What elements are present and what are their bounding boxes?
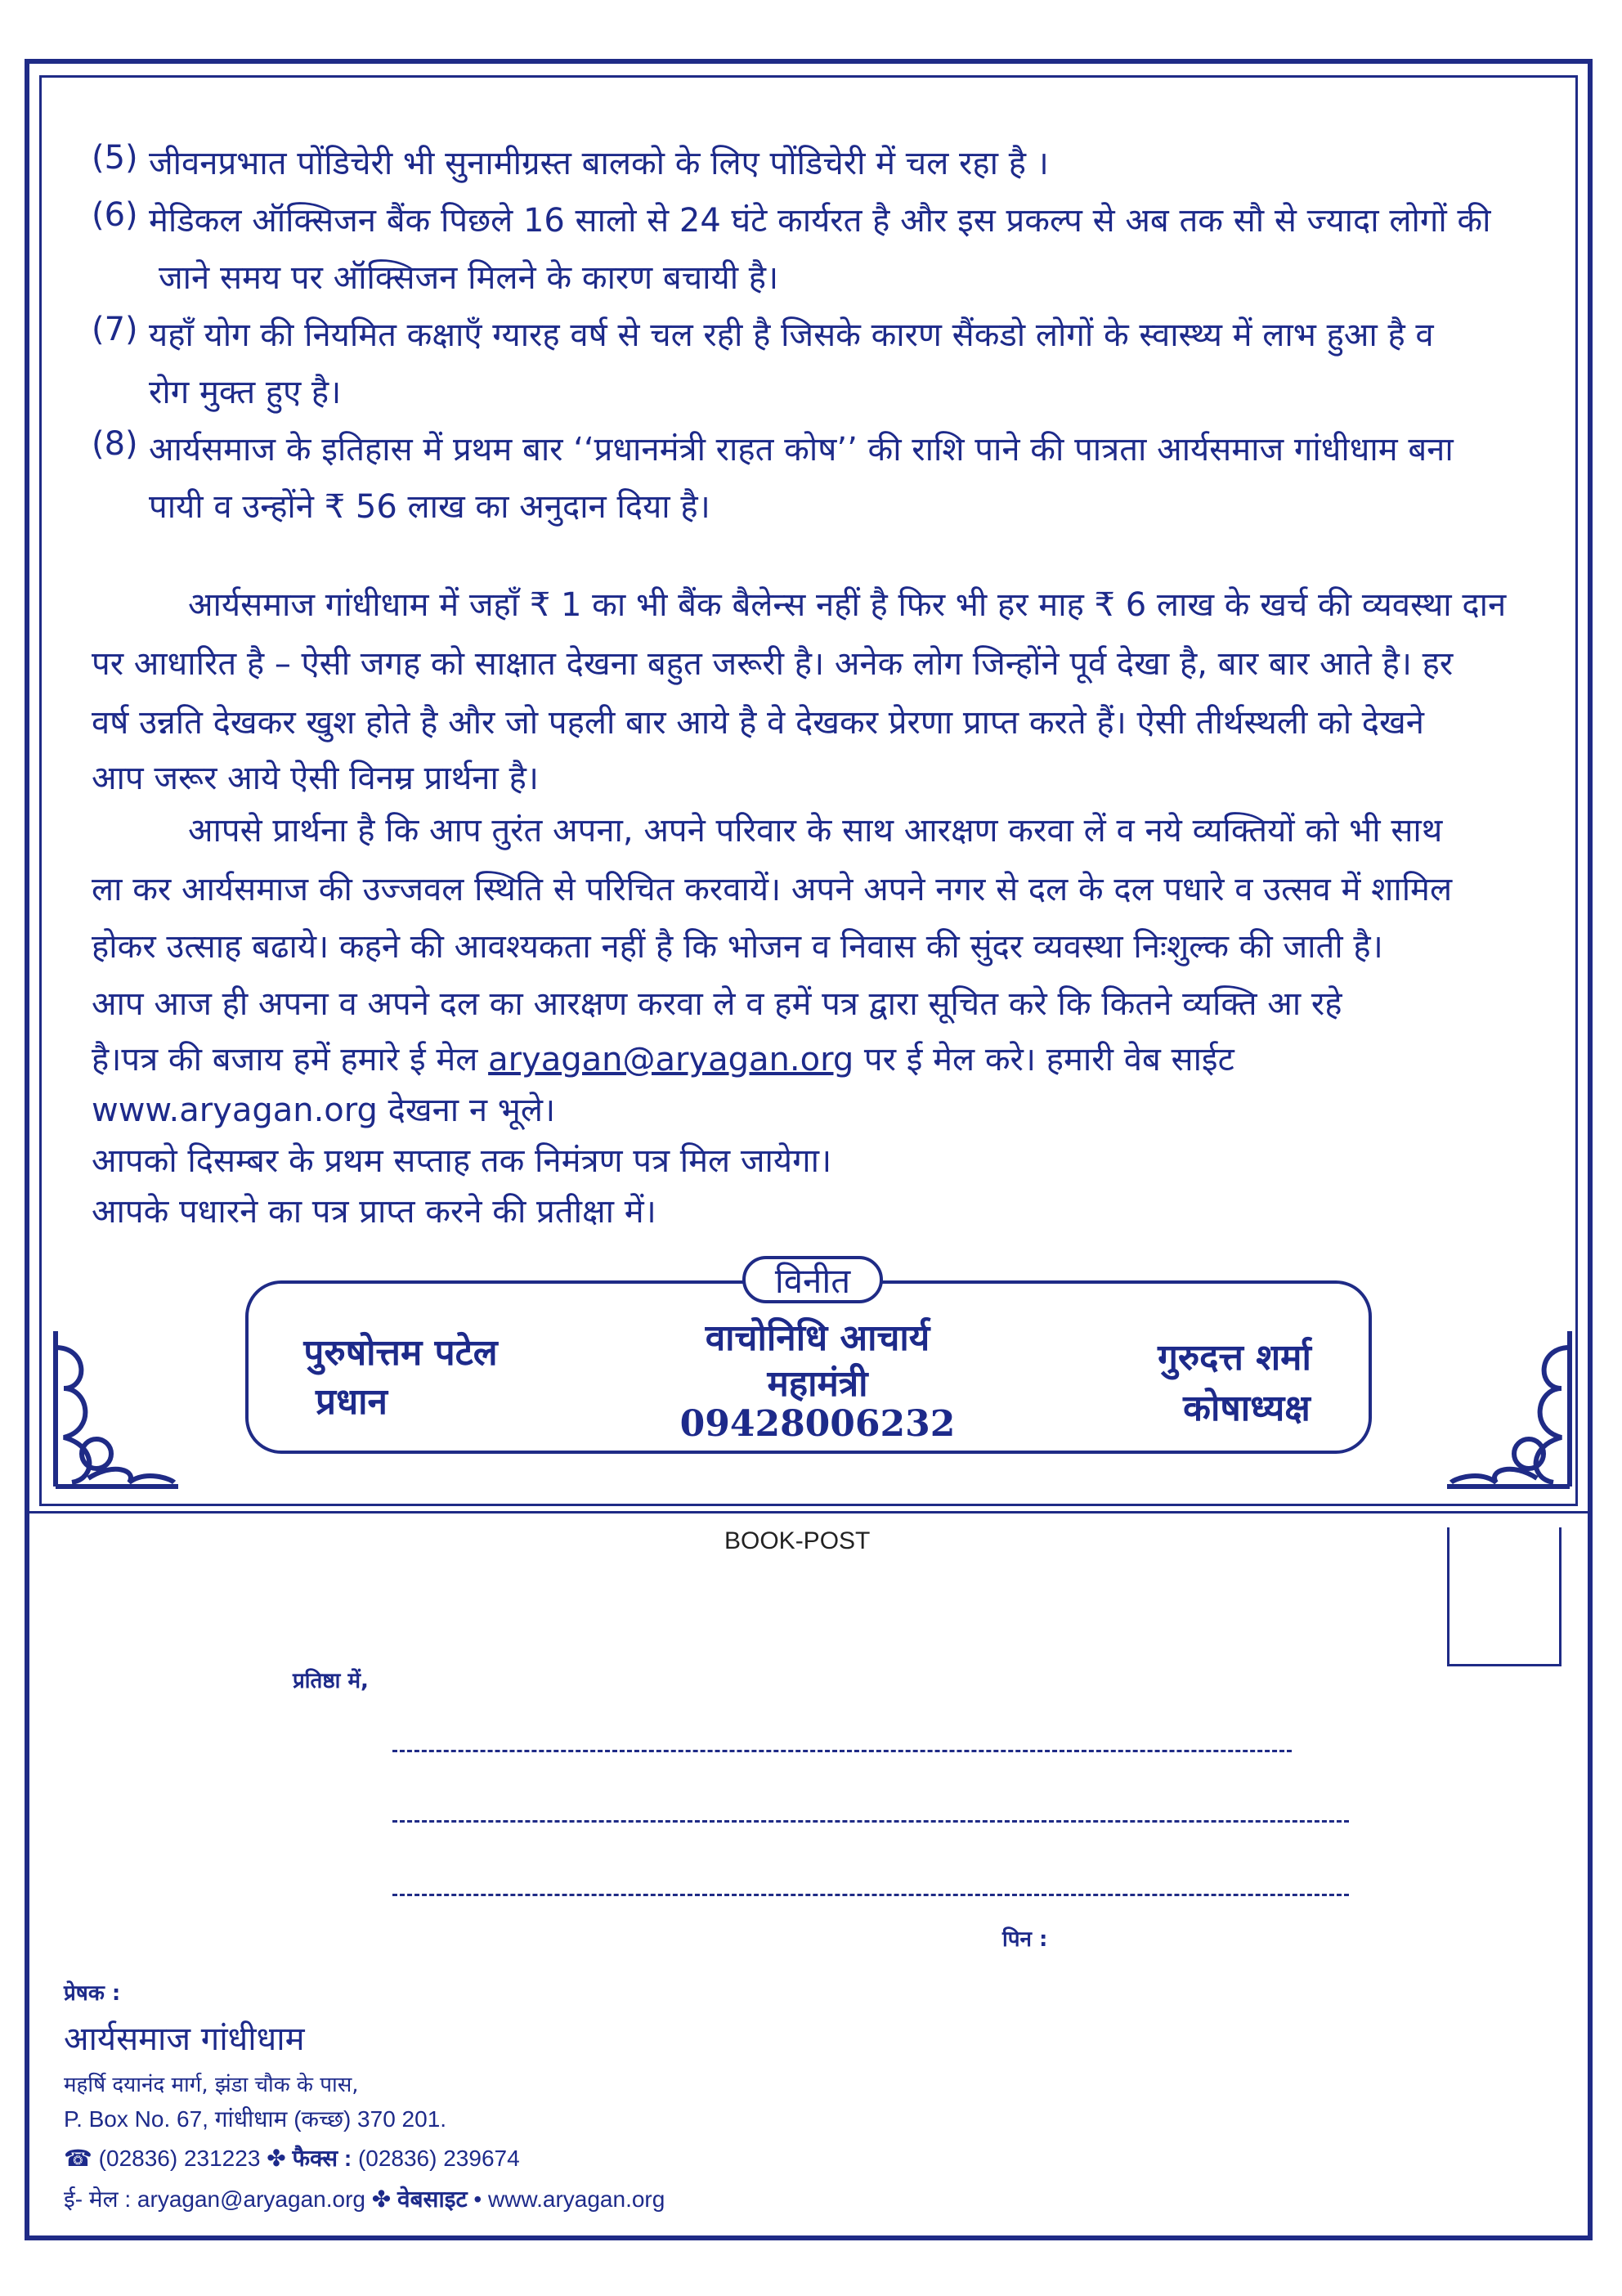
address-line[interactable] — [392, 1750, 1292, 1752]
closing-line: आपको दिसम्बर के प्रथम सप्ताह तक निमंत्रण पत्र मिल जायेगा। — [92, 1142, 832, 1180]
book-post-label: BOOK-POST — [724, 1527, 871, 1554]
fax-label: फैक्स : — [292, 2146, 352, 2171]
paragraph-line: पर आधारित है – ऐसी जगह को साक्षात देखना बहुत जरूरी है। अनेक लोग जिन्होंने पूर्व देखा है, बार बार आते है। हर — [92, 645, 1454, 683]
bullet-icon: • — [473, 2186, 482, 2212]
address-line[interactable] — [392, 1894, 1349, 1896]
email-link[interactable]: aryagan@aryagan.org — [488, 1041, 854, 1078]
website-line: www.aryagan.org देखना न भूले। — [92, 1092, 556, 1129]
paragraph-line: आपसे प्रार्थना है कि आप तुरंत अपना, अपने परिवार के साथ आरक्षण करवा लें व नये व्यक्तियों को भी साथ — [188, 812, 1443, 850]
corner-ornament-right — [1439, 1315, 1586, 1495]
email-label: ई- मेल : — [64, 2186, 132, 2212]
phone-icon: ☎ — [64, 2146, 92, 2171]
recipient-label: प्रतिष्ठा में, — [293, 1669, 369, 1693]
item-line: पायी व उन्होंने ₹ 56 लाख का अनुदान दिया है। — [149, 488, 710, 526]
item-line: जीवनप्रभात पोंडिचेरी भी सुनामीग्रस्त बालको के लिए पोंडिचेरी में चल रहा है । — [149, 145, 1049, 182]
item-line: जाने समय पर ऑक्सिजन मिलने के कारण बचायी है। — [159, 259, 779, 297]
paragraph-line: आप आज ही अपना व अपने दल का आरक्षण करवा ले व हमें पत्र द्वारा सूचित करे कि कितने व्यक्ति आ रहे — [92, 985, 1342, 1023]
paragraph-line: होकर उत्साह बढाये। कहने की आवश्यकता नहीं है कि भोजन व निवास की सुंदर व्यवस्था निःशुल्क की जाती है। — [92, 928, 1383, 966]
email-line-text: है।पत्र की बजाय हमें हमारे ई मेल — [92, 1041, 489, 1078]
pin-label: पिन : — [1002, 1927, 1048, 1952]
sender-website[interactable]: www.aryagan.org — [487, 2186, 665, 2212]
paragraph-line: वर्ष उन्नति देखकर खुश होते है और जो पहली बार आये है वे देखकर प्रेरणा प्राप्त करते हैं। ऐसी तीर्थस्थली को देखने — [92, 704, 1424, 742]
vinit-label: विनीत — [742, 1256, 883, 1303]
president-name: पुरुषोत्तम पटेल — [303, 1332, 498, 1374]
president-role: प्रधान — [316, 1381, 388, 1423]
separator-icon: ✤ — [267, 2146, 293, 2171]
paragraph-line: ला कर आर्यसमाज की उज्जवल स्थिति से परिचित करवायें। अपने अपने नगर से दल के दल पधारे व उत्सव में शामिल — [92, 871, 1453, 908]
sender-address-2: P. Box No. 67, गांधीधाम (कच्छ) 370 201. — [64, 2106, 447, 2132]
address-line[interactable] — [392, 1820, 1349, 1823]
email-line-text: पर ई मेल करे। हमारी वेब साईट — [854, 1041, 1234, 1078]
item-line: यहाँ योग की नियमित कक्षाएँ ग्यारह वर्ष से चल रही है जिसके कारण सैंकडो लोगों के स्वास्थ्य में लाभ हुआ है व — [149, 316, 1434, 354]
sender-phone: (02836) 231223 — [98, 2146, 261, 2171]
secretary-role: महामंत्री — [767, 1363, 868, 1405]
treasurer-name: गुरुदत्त शर्मा — [1158, 1337, 1311, 1379]
sender-email[interactable]: aryagan@aryagan.org — [137, 2186, 365, 2212]
sender-online-line — [64, 2183, 665, 2214]
secretary-name: वाचोनिधि आचार्य — [705, 1317, 930, 1359]
sender-contact-line — [64, 2142, 520, 2173]
item-line: आर्यसमाज के इतिहास में प्रथम बार ‘‘प्रधानमंत्री राहत कोष’’ की राशि पाने की पात्रता आर्यसमाज गांधीधाम बना — [149, 431, 1454, 469]
email-line — [92, 1035, 1234, 1080]
sender-address-1: महर्षि दयानंद मार्ग, झंडा चौक के पास, — [64, 2073, 359, 2097]
sender-fax: (02836) 239674 — [357, 2146, 520, 2171]
website-label: वेबसाइट — [397, 2186, 468, 2212]
item-line: रोग मुक्त हुए है। — [149, 374, 342, 411]
paragraph-line: आप जरूर आये ऐसी विनम्र प्रार्थना है। — [92, 760, 539, 797]
treasurer-role: कोषाध्यक्ष — [1183, 1388, 1311, 1429]
fold-line — [29, 1511, 1588, 1513]
sender-organization: आर्यसमाज गांधीधाम — [64, 2020, 305, 2058]
item-number: (6) — [92, 196, 138, 234]
secretary-phone: 09428006232 — [679, 1403, 956, 1445]
stamp-box — [1447, 1527, 1562, 1666]
paragraph-line: आर्यसमाज गांधीधाम में जहाँ ₹ 1 का भी बैंक बैलेन्स नहीं है फिर भी हर माह ₹ 6 लाख के खर्च की व्यवस्था दान — [188, 586, 1507, 624]
closing-line: आपके पधारने का पत्र प्राप्त करने की प्रतीक्षा में। — [92, 1193, 656, 1231]
item-number: (8) — [92, 425, 138, 463]
item-number: (5) — [92, 139, 138, 177]
item-line: मेडिकल ऑक्सिजन बैंक पिछले 16 सालो से 24 घंटे कार्यरत है और इस प्रकल्प से अब तक सौ से ज्यादा लोगों की — [149, 202, 1491, 240]
sender-label: प्रेषक : — [64, 1981, 121, 2006]
separator-icon: ✤ — [371, 2186, 397, 2212]
corner-ornament-left — [39, 1315, 186, 1495]
item-number: (7) — [92, 311, 138, 348]
